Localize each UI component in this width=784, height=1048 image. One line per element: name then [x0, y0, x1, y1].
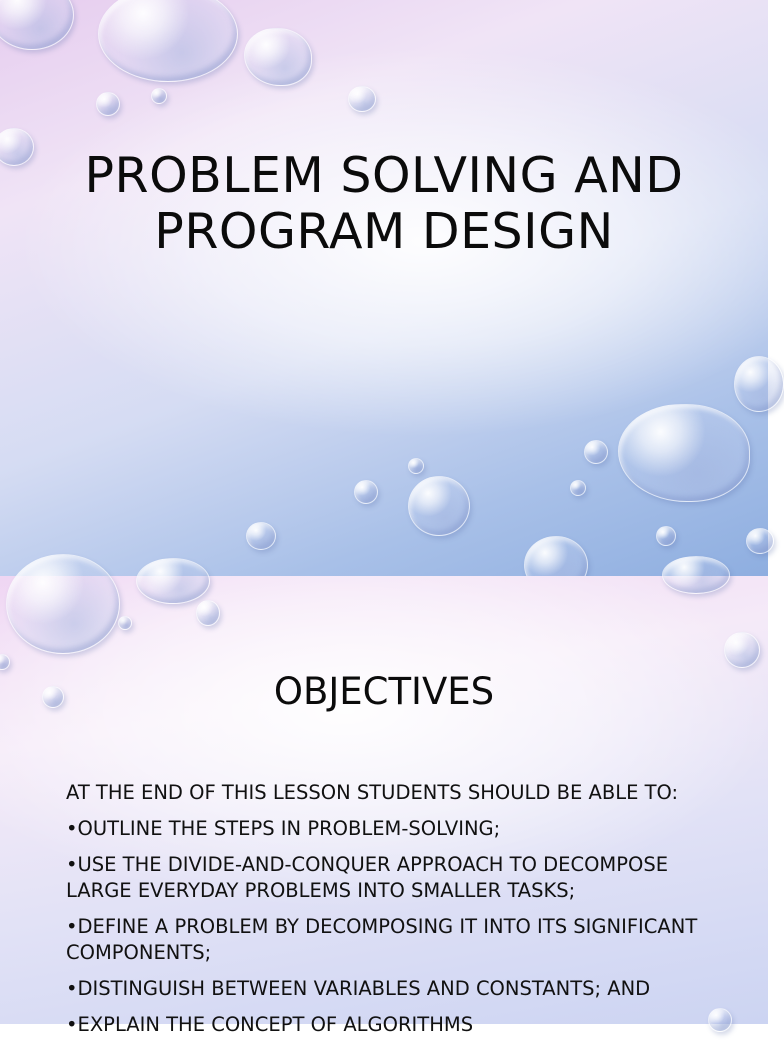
- water-drop-decoration: [734, 356, 784, 412]
- water-drop-decoration: [136, 558, 210, 604]
- water-drop-decoration: [246, 522, 276, 550]
- objectives-slide: [0, 576, 768, 1036]
- water-drop-decoration: [618, 404, 750, 502]
- slide-title: PROBLEM SOLVING AND PROGRAM DESIGN: [84, 147, 684, 260]
- water-drop-decoration: [570, 480, 586, 496]
- objectives-list: [66, 780, 716, 1048]
- water-drop-decoration: [724, 632, 760, 668]
- water-drop-decoration: [354, 480, 378, 504]
- water-drop-decoration: [408, 476, 470, 536]
- objective-item: •DISTINGUISH BETWEEN VARIABLES AND CONSTANTS; AND: [66, 977, 651, 1000]
- water-drop-decoration: [584, 440, 608, 464]
- water-drop-decoration: [151, 88, 167, 104]
- water-drop-decoration: [0, 128, 34, 166]
- objective-item: •DEFINE A PROBLEM BY DECOMPOSING IT INTO ITS SIGNIFICANT COMPONENTS;: [66, 915, 698, 964]
- water-drop-decoration: [0, 0, 74, 50]
- water-drop-decoration: [746, 528, 774, 554]
- water-drop-decoration: [96, 92, 120, 116]
- water-drop-decoration: [118, 616, 132, 630]
- water-drop-decoration: [98, 0, 238, 82]
- water-drop-decoration: [6, 554, 120, 654]
- water-drop-decoration: [348, 86, 376, 112]
- objectives-intro: AT THE END OF THIS LESSON STUDENTS SHOULD BE ABLE TO:: [66, 781, 679, 804]
- water-drop-decoration: [196, 600, 220, 626]
- objective-item: •OUTLINE THE STEPS IN PROBLEM-SOLVING;: [66, 817, 501, 840]
- objective-item: •USE THE DIVIDE-AND-CONQUER APPROACH TO DECOMPOSE LARGE EVERYDAY PROBLEMS INTO SMALLER TASKS;: [66, 853, 669, 902]
- water-drop-decoration: [408, 458, 424, 474]
- water-drop-decoration: [244, 28, 312, 86]
- water-drop-decoration: [656, 526, 676, 546]
- objective-item: •EXPLAIN THE CONCEPT OF ALGORITHMS: [66, 1013, 474, 1036]
- water-drop-decoration: [662, 556, 730, 594]
- water-drop-decoration: [0, 654, 10, 670]
- water-drop-decoration: [42, 686, 64, 708]
- slide-heading: OBJECTIVES: [273, 670, 495, 713]
